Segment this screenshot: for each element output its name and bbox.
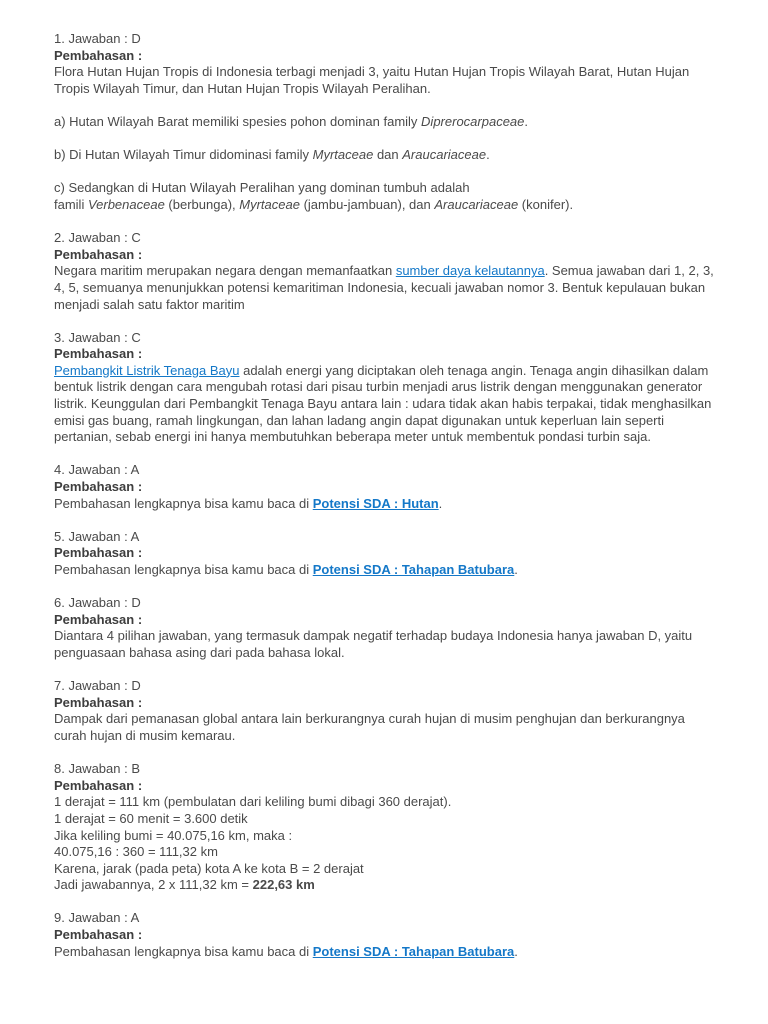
result-value: 222,63 km bbox=[252, 877, 315, 893]
link-potensi-sda-tahapan-batubara[interactable]: Potensi SDA : Tahapan Batubara bbox=[312, 943, 515, 959]
explanation-text: Pembahasan lengkapnya bisa kamu baca di Potensi SDA : Hutan. bbox=[54, 495, 443, 511]
calculation-line: 1 derajat = 60 menit = 3.600 detik bbox=[54, 810, 248, 826]
answer-line: 3. Jawaban : C bbox=[54, 329, 141, 345]
calculation-line: Karena, jarak (pada peta) kota A ke kota B = 2 derajat bbox=[54, 860, 364, 876]
answer-line: 8. Jawaban : B bbox=[54, 761, 140, 777]
answer-line: 1. Jawaban : D bbox=[54, 31, 141, 46]
answer-line: 2. Jawaban : C bbox=[54, 230, 141, 246]
explanation-label: Pembahasan : bbox=[54, 545, 143, 561]
explanation-point-a: a) Hutan Wilayah Barat memiliki spesies pohon dominan family Diprerocarpaceae. bbox=[54, 113, 529, 129]
explanation-point-c: c) Sedangkan di Hutan Wilayah Peralihan yang dominan tumbuh adalah famili Verbenaceae (berbunga), Myrtaceae (jambu-jambuan), dan Araucariaceae (konifer). bbox=[54, 180, 574, 212]
answer-block-3 bbox=[54, 330, 714, 446]
answer-block-7 bbox=[54, 678, 714, 744]
calculation-line: 1 derajat = 111 km (pembulatan dari keliling bumi dibagi 360 derajat). bbox=[54, 794, 452, 810]
link-potensi-sda-hutan[interactable]: Potensi SDA : Hutan bbox=[312, 495, 439, 511]
explanation-label: Pembahasan : bbox=[54, 611, 143, 627]
answer-block-8 bbox=[54, 761, 714, 894]
answer-line: 4. Jawaban : A bbox=[54, 462, 140, 478]
calculation-line: 40.075,16 : 360 = 111,32 km bbox=[54, 844, 218, 860]
explanation-label: Pembahasan : bbox=[54, 246, 143, 262]
link-sumber-daya-kelautan[interactable]: sumber daya kelautannya bbox=[395, 263, 545, 279]
answer-line: 7. Jawaban : D bbox=[54, 678, 141, 694]
answer-block-1 bbox=[54, 31, 714, 214]
explanation-text: Dampak dari pemanasan global antara lain berkurangnya curah hujan di musim penghujan dan berkurangnya curah hujan di musim kemarau. bbox=[54, 711, 685, 743]
explanation-text: Diantara 4 pilihan jawaban, yang termasuk dampak negatif terhadap budaya Indonesia hanya jawaban D, yaitu penguasaan bahasa asing dari pada bahasa lokal. bbox=[54, 628, 693, 660]
explanation-text: Pembahasan lengkapnya bisa kamu baca di Potensi SDA : Tahapan Batubara. bbox=[54, 943, 518, 959]
calculation-result: Jadi jawabannya, 2 x 111,32 km = 222,63 km bbox=[54, 877, 315, 893]
explanation-text: Pembangkit Listrik Tenaga Bayu adalah energi yang diciptakan oleh tenaga angin. Tenaga angin dihasilkan dalam bentuk listrik dengan cara mengubah rotasi dari pisau turbin menjadi arus listrik dengan menggunakan generator listrik. Keunggulan dari Pembangkit Tenaga Bayu antara lain : udara tidak akan habis terpakai, tidak menghasilkan emisi gas buang, ramah lingkungan, dan lahan ladang angin dapat digunakan untuk keperluan lain seperti pertanian, sebab energi ini hanya membutuhkan beberapa meter untuk membentuk pondasi turbin saja. bbox=[54, 362, 712, 445]
answer-block-6 bbox=[54, 595, 714, 661]
answer-block-2 bbox=[54, 230, 714, 313]
link-potensi-sda-tahapan-batubara[interactable]: Potensi SDA : Tahapan Batubara bbox=[312, 562, 515, 577]
explanation-label: Pembahasan : bbox=[54, 927, 143, 943]
answer-line: 9. Jawaban : A bbox=[54, 910, 140, 926]
explanation-point-b: b) Di Hutan Wilayah Timur didominasi family Myrtaceae dan Araucariaceae. bbox=[54, 147, 490, 163]
explanation-text: Negara maritim merupakan negara dengan memanfaatkan sumber daya kelautannya. Semua jawaban dari 1, 2, 3, 4, 5, semuanya menunjukkan potensi kemaritiman Indonesia, kecuali jawaban nomor 3. Bentuk kepulauan bukan menjadi salah satu faktor maritim bbox=[54, 263, 714, 312]
answer-block-5 bbox=[54, 529, 714, 579]
explanation-label: Pembahasan : bbox=[54, 346, 143, 362]
explanation-label: Pembahasan : bbox=[54, 694, 143, 710]
link-pembangkit-listrik-tenaga-bayu[interactable]: Pembangkit Listrik Tenaga Bayu bbox=[54, 362, 240, 378]
answer-line: 6. Jawaban : D bbox=[54, 595, 141, 611]
explanation-label: Pembahasan : bbox=[54, 479, 143, 495]
answer-line: 5. Jawaban : A bbox=[54, 528, 140, 544]
explanation-text: Pembahasan lengkapnya bisa kamu baca di Potensi SDA : Tahapan Batubara. bbox=[54, 562, 518, 577]
explanation-text: Flora Hutan Hujan Tropis di Indonesia terbagi menjadi 3, yaitu Hutan Hujan Tropis Wilayah Barat, Hutan Hujan Tropis Wilayah Timur, dan Hutan Hujan Tropis Wilayah Peralihan. bbox=[54, 64, 690, 96]
answer-block-9 bbox=[54, 910, 714, 960]
explanation-label: Pembahasan : bbox=[54, 47, 143, 63]
calculation-line: Jika keliling bumi = 40.075,16 km, maka : bbox=[54, 827, 293, 843]
answer-block-4 bbox=[54, 462, 714, 512]
explanation-label: Pembahasan : bbox=[54, 777, 143, 793]
